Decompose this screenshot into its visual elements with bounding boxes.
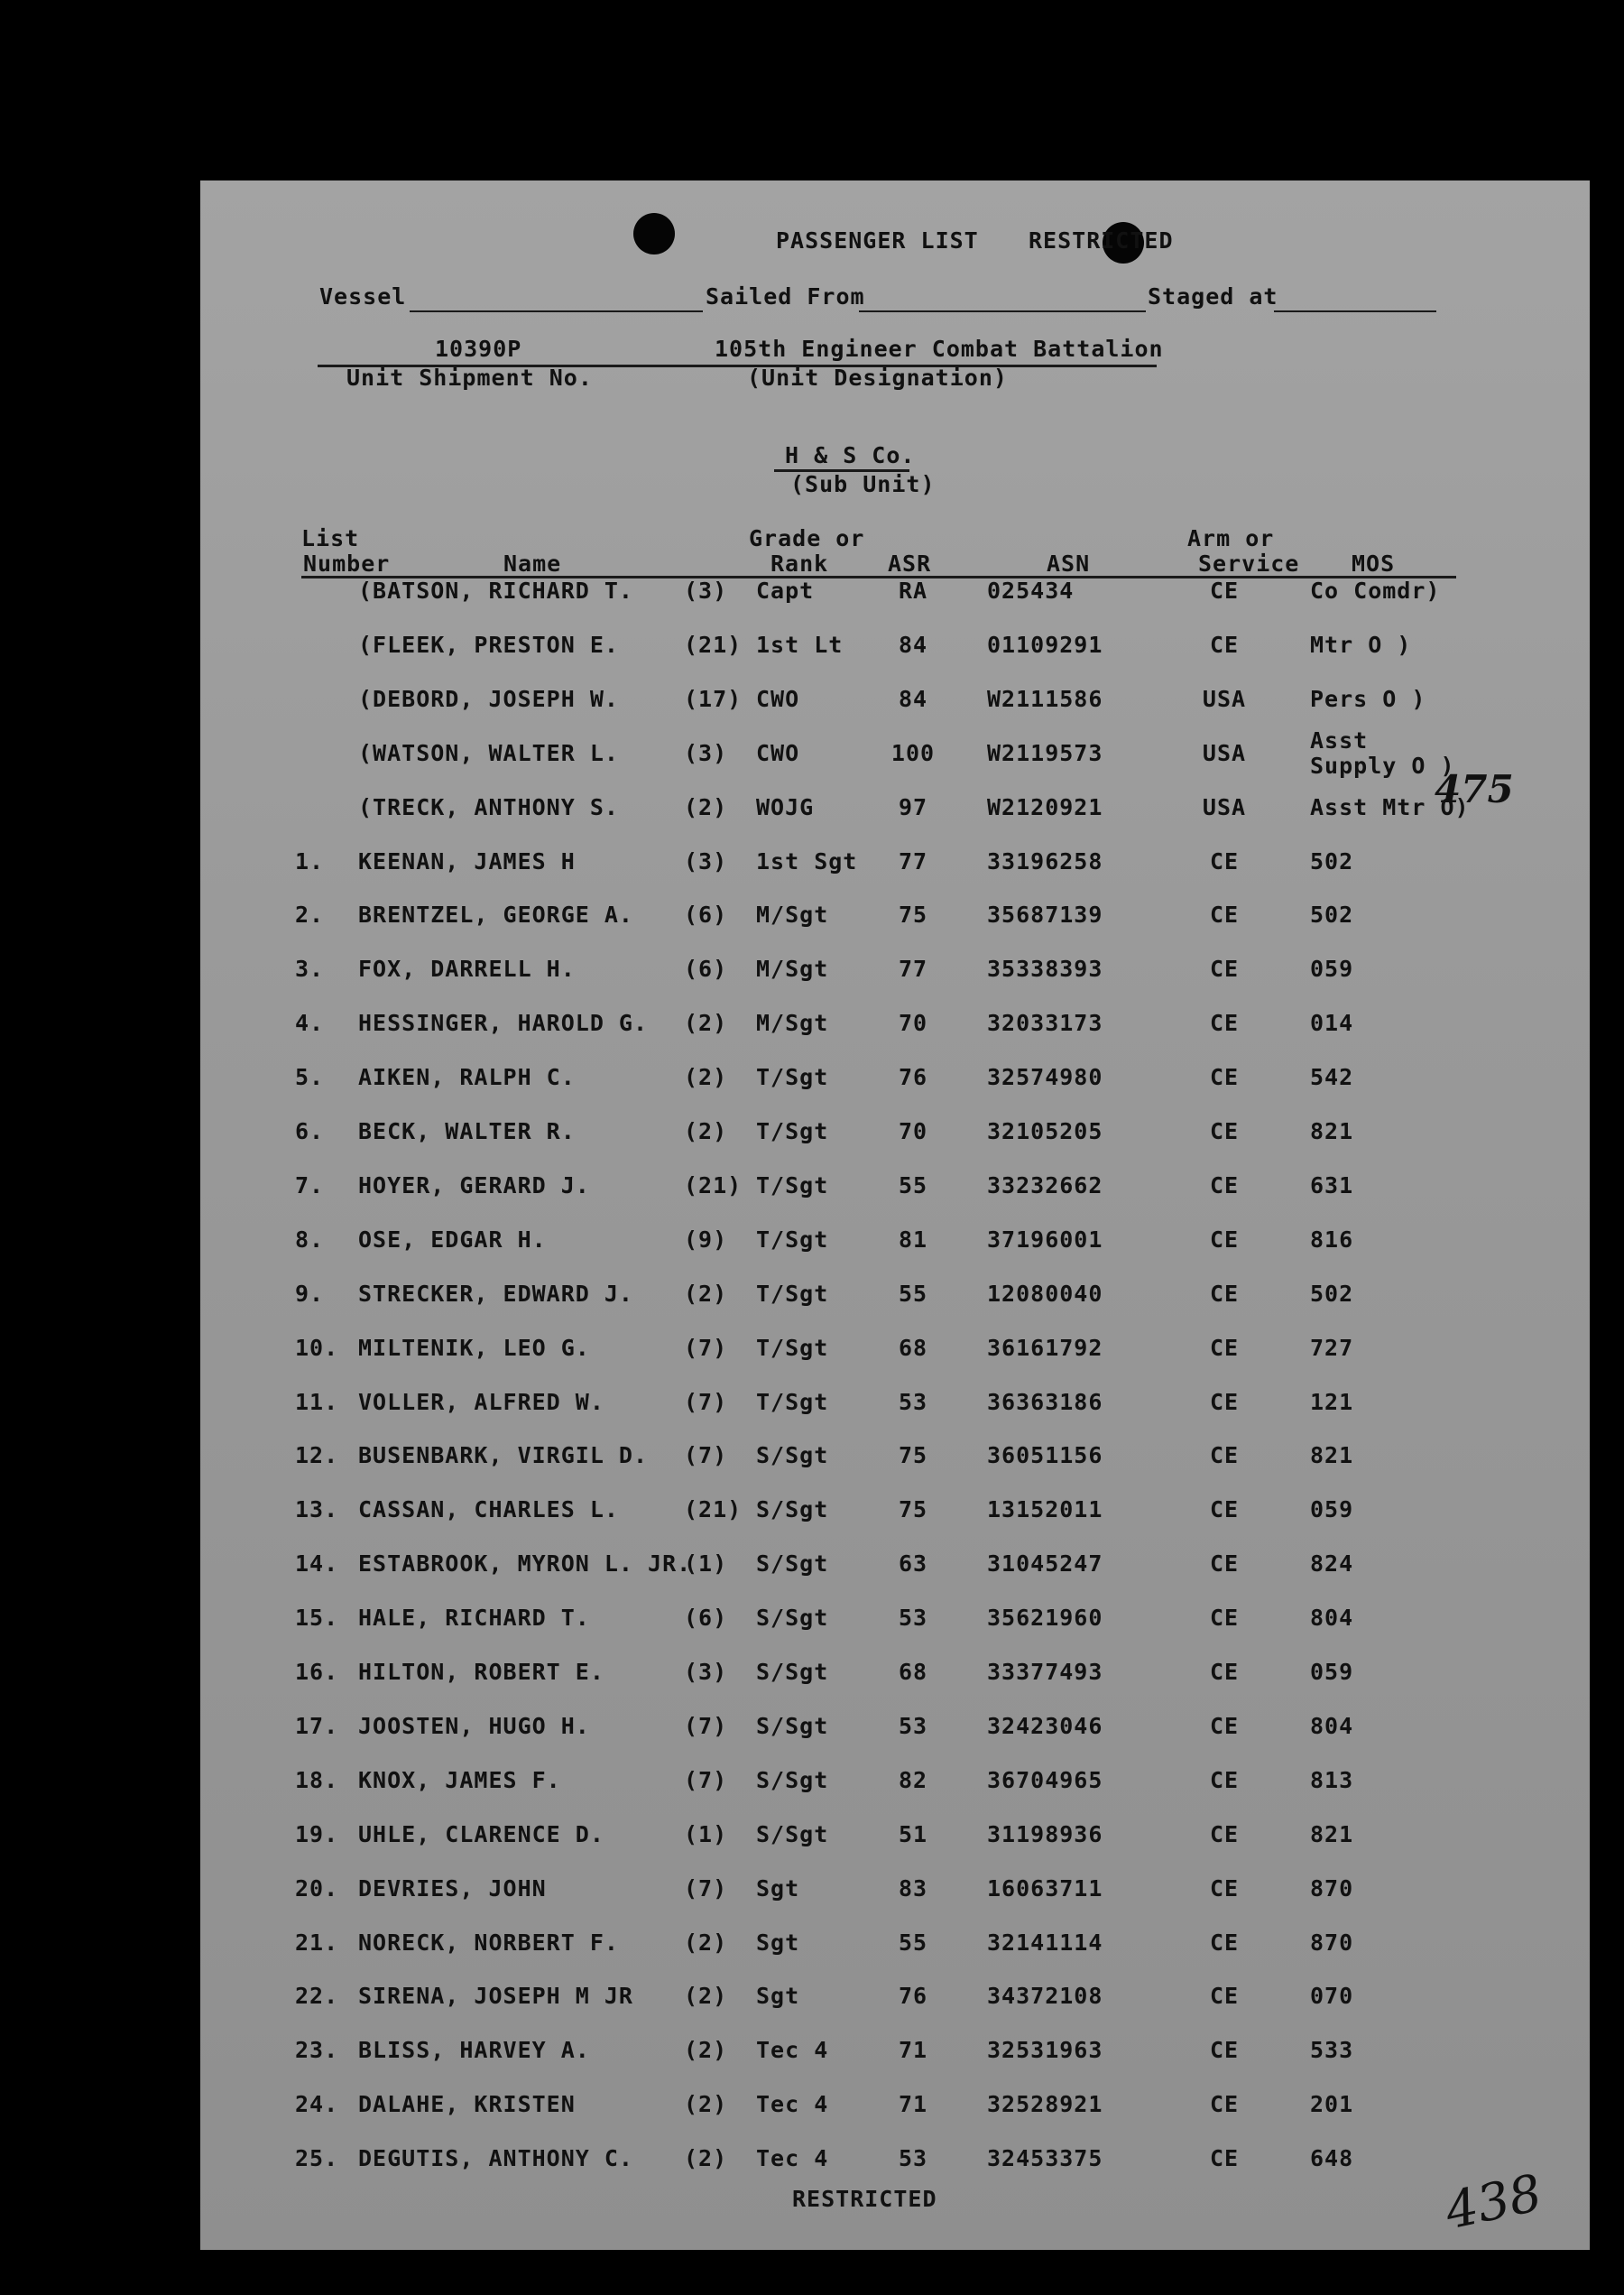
passenger-name: AIKEN, RALPH C. xyxy=(358,1064,576,1091)
arm-service: CE xyxy=(1209,1496,1240,1523)
grade: Sgt xyxy=(756,1929,800,1956)
col-asn: ASN xyxy=(1047,551,1091,577)
mos-value: 821 xyxy=(1310,1118,1354,1144)
list-number: 17. xyxy=(295,1712,339,1739)
table-row xyxy=(200,1767,1590,1803)
asn-value: 34372108 xyxy=(987,1983,1103,2010)
grade: 1st Lt xyxy=(756,631,844,658)
list-number: 18. xyxy=(295,1766,339,1793)
mos-value: 821 xyxy=(1310,1820,1354,1847)
asn-value: 33377493 xyxy=(987,1659,1103,1685)
asr-value: 97 xyxy=(898,793,928,820)
passenger-name: BRENTZEL, GEORGE A. xyxy=(358,902,633,929)
asn-value: W2119573 xyxy=(987,739,1103,766)
table-row xyxy=(200,902,1590,938)
shipment-number-label: Unit Shipment No. xyxy=(346,365,593,391)
grade: T/Sgt xyxy=(756,1334,829,1361)
asr-value: 70 xyxy=(898,1010,928,1037)
list-number: 19. xyxy=(295,1820,339,1847)
officer-row xyxy=(200,726,1590,779)
code: (2) xyxy=(684,1010,728,1037)
grade: S/Sgt xyxy=(756,1496,829,1523)
list-number: 15. xyxy=(295,1605,339,1632)
arm-service: CE xyxy=(1209,902,1240,929)
asn-value: 32453375 xyxy=(987,2145,1103,2172)
unit-designation-label: (Unit Designation) xyxy=(747,365,1008,391)
passenger-name: JOOSTEN, HUGO H. xyxy=(358,1712,590,1739)
grade: Tec 4 xyxy=(756,2091,829,2118)
asn-value: 01109291 xyxy=(987,631,1103,658)
sailed-from-label: Sailed From xyxy=(706,283,865,310)
asn-value: W2111586 xyxy=(987,685,1103,712)
passenger-name: HOYER, GERARD J. xyxy=(358,1171,590,1198)
passenger-name: (TRECK, ANTHONY S. xyxy=(358,793,619,820)
mos-value: Co Comdr) xyxy=(1310,578,1441,604)
officer-row xyxy=(200,632,1590,668)
asr-value: 75 xyxy=(898,1496,928,1523)
col-grade-1: Grade or xyxy=(749,525,865,551)
code: (17) xyxy=(684,685,743,712)
code: (3) xyxy=(684,739,728,766)
list-number: 14. xyxy=(295,1550,339,1578)
asn-value: 35621960 xyxy=(987,1605,1103,1632)
vessel-label: Vessel xyxy=(319,283,407,310)
passenger-name: STRECKER, EDWARD J. xyxy=(358,1280,633,1307)
passenger-name: UHLE, CLARENCE D. xyxy=(358,1820,604,1847)
grade: S/Sgt xyxy=(756,1442,829,1469)
table-row xyxy=(200,1983,1590,2019)
list-number: 11. xyxy=(295,1388,339,1415)
code: (7) xyxy=(684,1712,728,1739)
arm-service: CE xyxy=(1209,578,1240,604)
code: (6) xyxy=(684,1605,728,1632)
code: (3) xyxy=(684,578,728,604)
arm-service: CE xyxy=(1209,1550,1240,1578)
table-row xyxy=(200,2145,1590,2181)
grade: Tec 4 xyxy=(756,2145,829,2172)
passenger-name: DALAHE, KRISTEN xyxy=(358,2091,576,2118)
asr-value: 100 xyxy=(890,739,936,766)
table-row xyxy=(200,1064,1590,1100)
grade: T/Sgt xyxy=(756,1118,829,1144)
asn-value: 32574980 xyxy=(987,1064,1103,1091)
list-number: 7. xyxy=(295,1171,325,1198)
code: (21) xyxy=(684,1496,743,1523)
passenger-name: FOX, DARRELL H. xyxy=(358,956,576,983)
passenger-name: HESSINGER, HAROLD G. xyxy=(358,1010,649,1037)
code: (7) xyxy=(684,1874,728,1902)
mos-value: 059 xyxy=(1310,956,1354,983)
grade: T/Sgt xyxy=(756,1280,829,1307)
asr-value: 53 xyxy=(898,1712,928,1739)
code: (7) xyxy=(684,1334,728,1361)
mos-value: 804 xyxy=(1310,1605,1354,1632)
sub-unit: H & S Co. xyxy=(785,442,916,468)
code: (9) xyxy=(684,1226,728,1253)
code: (21) xyxy=(684,631,743,658)
code: (7) xyxy=(684,1442,728,1469)
passenger-name: (BATSON, RICHARD T. xyxy=(358,578,633,604)
code: (2) xyxy=(684,1929,728,1956)
asn-value: 35338393 xyxy=(987,956,1103,983)
asn-value: 16063711 xyxy=(987,1874,1103,1902)
table-row xyxy=(200,1605,1590,1641)
officer-row xyxy=(200,578,1590,614)
arm-service: CE xyxy=(1209,1334,1240,1361)
grade: CWO xyxy=(756,739,800,766)
asr-value: 53 xyxy=(898,1388,928,1415)
mos-value: 870 xyxy=(1310,1929,1354,1956)
passenger-name: CASSAN, CHARLES L. xyxy=(358,1496,619,1523)
asn-value: 32141114 xyxy=(987,1929,1103,1956)
mos-value: Pers O ) xyxy=(1310,685,1426,712)
asn-value: 35687139 xyxy=(987,902,1103,929)
asr-value: 83 xyxy=(898,1874,928,1902)
table-row xyxy=(200,1172,1590,1208)
grade: T/Sgt xyxy=(756,1064,829,1091)
officer-row xyxy=(200,686,1590,722)
passenger-name: BECK, WALTER R. xyxy=(358,1118,576,1144)
arm-service: CE xyxy=(1209,1226,1240,1253)
mos-value-line-2: Supply O ) xyxy=(1310,752,1455,779)
grade: S/Sgt xyxy=(756,1605,829,1632)
handwritten-number-top: 475 xyxy=(1435,767,1514,811)
arm-service: CE xyxy=(1209,1929,1240,1956)
code: (1) xyxy=(684,1820,728,1847)
arm-service: CE xyxy=(1209,1874,1240,1902)
asn-value: 33232662 xyxy=(987,1171,1103,1198)
arm-service: CE xyxy=(1209,1010,1240,1037)
vessel-field xyxy=(410,310,703,312)
asr-value: 75 xyxy=(898,1442,928,1469)
asr-value: 55 xyxy=(898,1171,928,1198)
asr-value: 55 xyxy=(898,1929,928,1956)
code: (2) xyxy=(684,2145,728,2172)
asr-value: 76 xyxy=(898,1983,928,2010)
list-number: 3. xyxy=(295,956,325,983)
col-mos: MOS xyxy=(1352,551,1396,577)
arm-service: USA xyxy=(1202,793,1247,820)
asr-value: 82 xyxy=(898,1766,928,1793)
officer-row xyxy=(200,794,1590,830)
arm-service: CE xyxy=(1209,1659,1240,1685)
asn-value: 36704965 xyxy=(987,1766,1103,1793)
sub-unit-label: (Sub Unit) xyxy=(790,471,936,497)
passenger-name: SIRENA, JOSEPH M JR xyxy=(358,1983,633,2010)
code: (6) xyxy=(684,956,728,983)
passenger-name: KNOX, JAMES F. xyxy=(358,1766,561,1793)
arm-service: CE xyxy=(1209,1171,1240,1198)
punch-hole-left xyxy=(633,213,675,254)
asr-value: 71 xyxy=(898,2091,928,2118)
asn-value: 36161792 xyxy=(987,1334,1103,1361)
col-grade-2: Rank xyxy=(770,551,829,577)
passenger-name: MILTENIK, LEO G. xyxy=(358,1334,590,1361)
mos-value: 821 xyxy=(1310,1442,1354,1469)
mos-value: 059 xyxy=(1310,1659,1354,1685)
mos-value: Asst xyxy=(1310,726,1369,754)
table-row xyxy=(200,1713,1590,1749)
asn-value: 36363186 xyxy=(987,1388,1103,1415)
list-number: 24. xyxy=(295,2091,339,2118)
table-row xyxy=(200,1496,1590,1532)
grade: CWO xyxy=(756,685,800,712)
grade: S/Sgt xyxy=(756,1712,829,1739)
grade: WOJG xyxy=(756,793,815,820)
code: (2) xyxy=(684,1280,728,1307)
arm-service: CE xyxy=(1209,1064,1240,1091)
passenger-name: (FLEEK, PRESTON E. xyxy=(358,631,619,658)
arm-service: USA xyxy=(1202,739,1247,766)
grade: M/Sgt xyxy=(756,956,829,983)
asn-value: 36051156 xyxy=(987,1442,1103,1469)
mos-value: 502 xyxy=(1310,902,1354,929)
arm-service: CE xyxy=(1209,2091,1240,2118)
asr-value: 70 xyxy=(898,1118,928,1144)
asr-value: 63 xyxy=(898,1550,928,1578)
asr-value: 51 xyxy=(898,1820,928,1847)
arm-service: CE xyxy=(1209,1280,1240,1307)
passenger-name: DEGUTIS, ANTHONY C. xyxy=(358,2145,633,2172)
asn-value: 32105205 xyxy=(987,1118,1103,1144)
asn-value: 31198936 xyxy=(987,1820,1103,1847)
asn-value: 025434 xyxy=(987,578,1075,604)
grade: S/Sgt xyxy=(756,1766,829,1793)
list-number: 20. xyxy=(295,1874,339,1902)
code: (2) xyxy=(684,793,728,820)
arm-service: CE xyxy=(1209,1442,1240,1469)
staged-at-label: Staged at xyxy=(1148,283,1278,310)
col-list-2: Number xyxy=(303,551,391,577)
passenger-name: (DEBORD, JOSEPH W. xyxy=(358,685,619,712)
mos-value: 813 xyxy=(1310,1766,1354,1793)
list-number: 25. xyxy=(295,2145,339,2172)
code: (3) xyxy=(684,1659,728,1685)
grade: S/Sgt xyxy=(756,1550,829,1578)
arm-service: CE xyxy=(1209,1118,1240,1144)
asr-value: 53 xyxy=(898,1605,928,1632)
grade: Capt xyxy=(756,578,815,604)
passenger-name: BUSENBARK, VIRGIL D. xyxy=(358,1442,649,1469)
mos-value: 631 xyxy=(1310,1171,1354,1198)
list-number: 4. xyxy=(295,1010,325,1037)
asr-value: 84 xyxy=(898,631,928,658)
list-number: 22. xyxy=(295,1983,339,2010)
grade: M/Sgt xyxy=(756,1010,829,1037)
code: (7) xyxy=(684,1388,728,1415)
mos-value: 014 xyxy=(1310,1010,1354,1037)
list-number: 23. xyxy=(295,2037,339,2064)
arm-service: CE xyxy=(1209,1820,1240,1847)
mos-value: 804 xyxy=(1310,1712,1354,1739)
list-number: 2. xyxy=(295,902,325,929)
list-number: 21. xyxy=(295,1929,339,1956)
mos-value: 648 xyxy=(1310,2145,1354,2172)
code: (6) xyxy=(684,902,728,929)
arm-service: CE xyxy=(1209,1766,1240,1793)
document-title: PASSENGER LIST xyxy=(776,227,979,254)
grade: S/Sgt xyxy=(756,1820,829,1847)
sailed-from-field xyxy=(859,310,1146,312)
mos-value: 201 xyxy=(1310,2091,1354,2118)
mos-value: 502 xyxy=(1310,847,1354,875)
document-page xyxy=(200,180,1590,2250)
asn-value: 32531963 xyxy=(987,2037,1103,2064)
passenger-name: ESTABROOK, MYRON L. JR. xyxy=(358,1550,692,1578)
mos-value: 542 xyxy=(1310,1064,1354,1091)
grade: Sgt xyxy=(756,1983,800,2010)
asn-value: 37196001 xyxy=(987,1226,1103,1253)
table-row xyxy=(200,1929,1590,1966)
arm-service: CE xyxy=(1209,847,1240,875)
list-number: 9. xyxy=(295,1280,325,1307)
grade: Tec 4 xyxy=(756,2037,829,2064)
asn-value: W2120921 xyxy=(987,793,1103,820)
passenger-name: (WATSON, WALTER L. xyxy=(358,739,619,766)
mos-value: 502 xyxy=(1310,1280,1354,1307)
table-row xyxy=(200,956,1590,992)
handwritten-number-bottom: 438 xyxy=(1440,2163,1547,2242)
list-number: 16. xyxy=(295,1659,339,1685)
asr-value: 77 xyxy=(898,956,928,983)
staged-at-field xyxy=(1274,310,1436,312)
table-row xyxy=(200,1442,1590,1478)
grade: T/Sgt xyxy=(756,1388,829,1415)
mos-value: Asst Mtr O) xyxy=(1310,793,1470,820)
grade: T/Sgt xyxy=(756,1226,829,1253)
asn-value: 32528921 xyxy=(987,2091,1103,2118)
mos-value: 121 xyxy=(1310,1388,1354,1415)
asr-value: 55 xyxy=(898,1280,928,1307)
asn-value: 13152011 xyxy=(987,1496,1103,1523)
mos-value: 816 xyxy=(1310,1226,1354,1253)
shipment-number: 10390P xyxy=(435,336,522,362)
col-arm-1: Arm or xyxy=(1187,525,1275,551)
grade: S/Sgt xyxy=(756,1659,829,1685)
code: (2) xyxy=(684,2037,728,2064)
asn-value: 12080040 xyxy=(987,1280,1103,1307)
code: (2) xyxy=(684,2091,728,2118)
table-row xyxy=(200,1659,1590,1695)
list-number: 6. xyxy=(295,1118,325,1144)
asr-value: 68 xyxy=(898,1659,928,1685)
asr-value: 68 xyxy=(898,1334,928,1361)
arm-service: CE xyxy=(1209,1388,1240,1415)
passenger-name: NORECK, NORBERT F. xyxy=(358,1929,619,1956)
code: (2) xyxy=(684,1064,728,1091)
list-number: 12. xyxy=(295,1442,339,1469)
table-row xyxy=(200,1875,1590,1911)
asn-value: 32033173 xyxy=(987,1010,1103,1037)
table-row xyxy=(200,1281,1590,1317)
asn-value: 31045247 xyxy=(987,1550,1103,1578)
table-row xyxy=(200,2091,1590,2127)
col-name: Name xyxy=(503,551,562,577)
grade: T/Sgt xyxy=(756,1171,829,1198)
code: (21) xyxy=(684,1171,743,1198)
asr-value: 84 xyxy=(898,685,928,712)
classification-bottom: RESTRICTED xyxy=(792,2186,937,2212)
col-asr: ASR xyxy=(888,551,932,577)
arm-service: USA xyxy=(1202,685,1247,712)
arm-service: CE xyxy=(1209,1605,1240,1632)
arm-service: CE xyxy=(1209,1983,1240,2010)
passenger-name: VOLLER, ALFRED W. xyxy=(358,1388,604,1415)
col-list-1: List xyxy=(301,525,360,551)
asr-value: RA xyxy=(898,578,928,604)
arm-service: CE xyxy=(1209,956,1240,983)
mos-value: 533 xyxy=(1310,2037,1354,2064)
grade: Sgt xyxy=(756,1874,800,1902)
list-number: 13. xyxy=(295,1496,339,1523)
passenger-name: OSE, EDGAR H. xyxy=(358,1226,547,1253)
asr-value: 53 xyxy=(898,2145,928,2172)
arm-service: CE xyxy=(1209,1712,1240,1739)
asr-value: 81 xyxy=(898,1226,928,1253)
code: (2) xyxy=(684,1118,728,1144)
asr-value: 77 xyxy=(898,847,928,875)
list-number: 8. xyxy=(295,1226,325,1253)
table-row xyxy=(200,1226,1590,1263)
passenger-name: HALE, RICHARD T. xyxy=(358,1605,590,1632)
code: (2) xyxy=(684,1983,728,2010)
passenger-name: KEENAN, JAMES H xyxy=(358,847,576,875)
asr-value: 71 xyxy=(898,2037,928,2064)
mos-value: 070 xyxy=(1310,1983,1354,2010)
mos-value: 824 xyxy=(1310,1550,1354,1578)
asn-value: 32423046 xyxy=(987,1712,1103,1739)
table-row xyxy=(200,1550,1590,1587)
passenger-name: BLISS, HARVEY A. xyxy=(358,2037,590,2064)
list-number: 10. xyxy=(295,1334,339,1361)
table-row xyxy=(200,1010,1590,1046)
mos-value: Mtr O ) xyxy=(1310,631,1412,658)
passenger-name: HILTON, ROBERT E. xyxy=(358,1659,604,1685)
asr-value: 76 xyxy=(898,1064,928,1091)
mos-value: 870 xyxy=(1310,1874,1354,1902)
asn-value: 33196258 xyxy=(987,847,1103,875)
table-row xyxy=(200,1821,1590,1857)
code: (7) xyxy=(684,1766,728,1793)
arm-service: CE xyxy=(1209,2145,1240,2172)
mos-value: 059 xyxy=(1310,1496,1354,1523)
passenger-name: DEVRIES, JOHN xyxy=(358,1874,547,1902)
table-row xyxy=(200,1118,1590,1154)
arm-service: CE xyxy=(1209,2037,1240,2064)
table-row xyxy=(200,1389,1590,1425)
list-number: 1. xyxy=(295,847,325,875)
table-row xyxy=(200,2037,1590,2073)
code: (1) xyxy=(684,1550,728,1578)
list-number: 5. xyxy=(295,1064,325,1091)
grade: M/Sgt xyxy=(756,902,829,929)
code: (3) xyxy=(684,847,728,875)
mos-value: 727 xyxy=(1310,1334,1354,1361)
col-arm-2: Service xyxy=(1198,551,1300,577)
table-row xyxy=(200,1335,1590,1371)
arm-service: CE xyxy=(1209,631,1240,658)
grade: 1st Sgt xyxy=(756,847,858,875)
unit-designation: 105th Engineer Combat Battalion xyxy=(715,336,1164,362)
asr-value: 75 xyxy=(898,902,928,929)
classification-top: RESTRICTED xyxy=(1029,227,1174,254)
table-row xyxy=(200,848,1590,884)
